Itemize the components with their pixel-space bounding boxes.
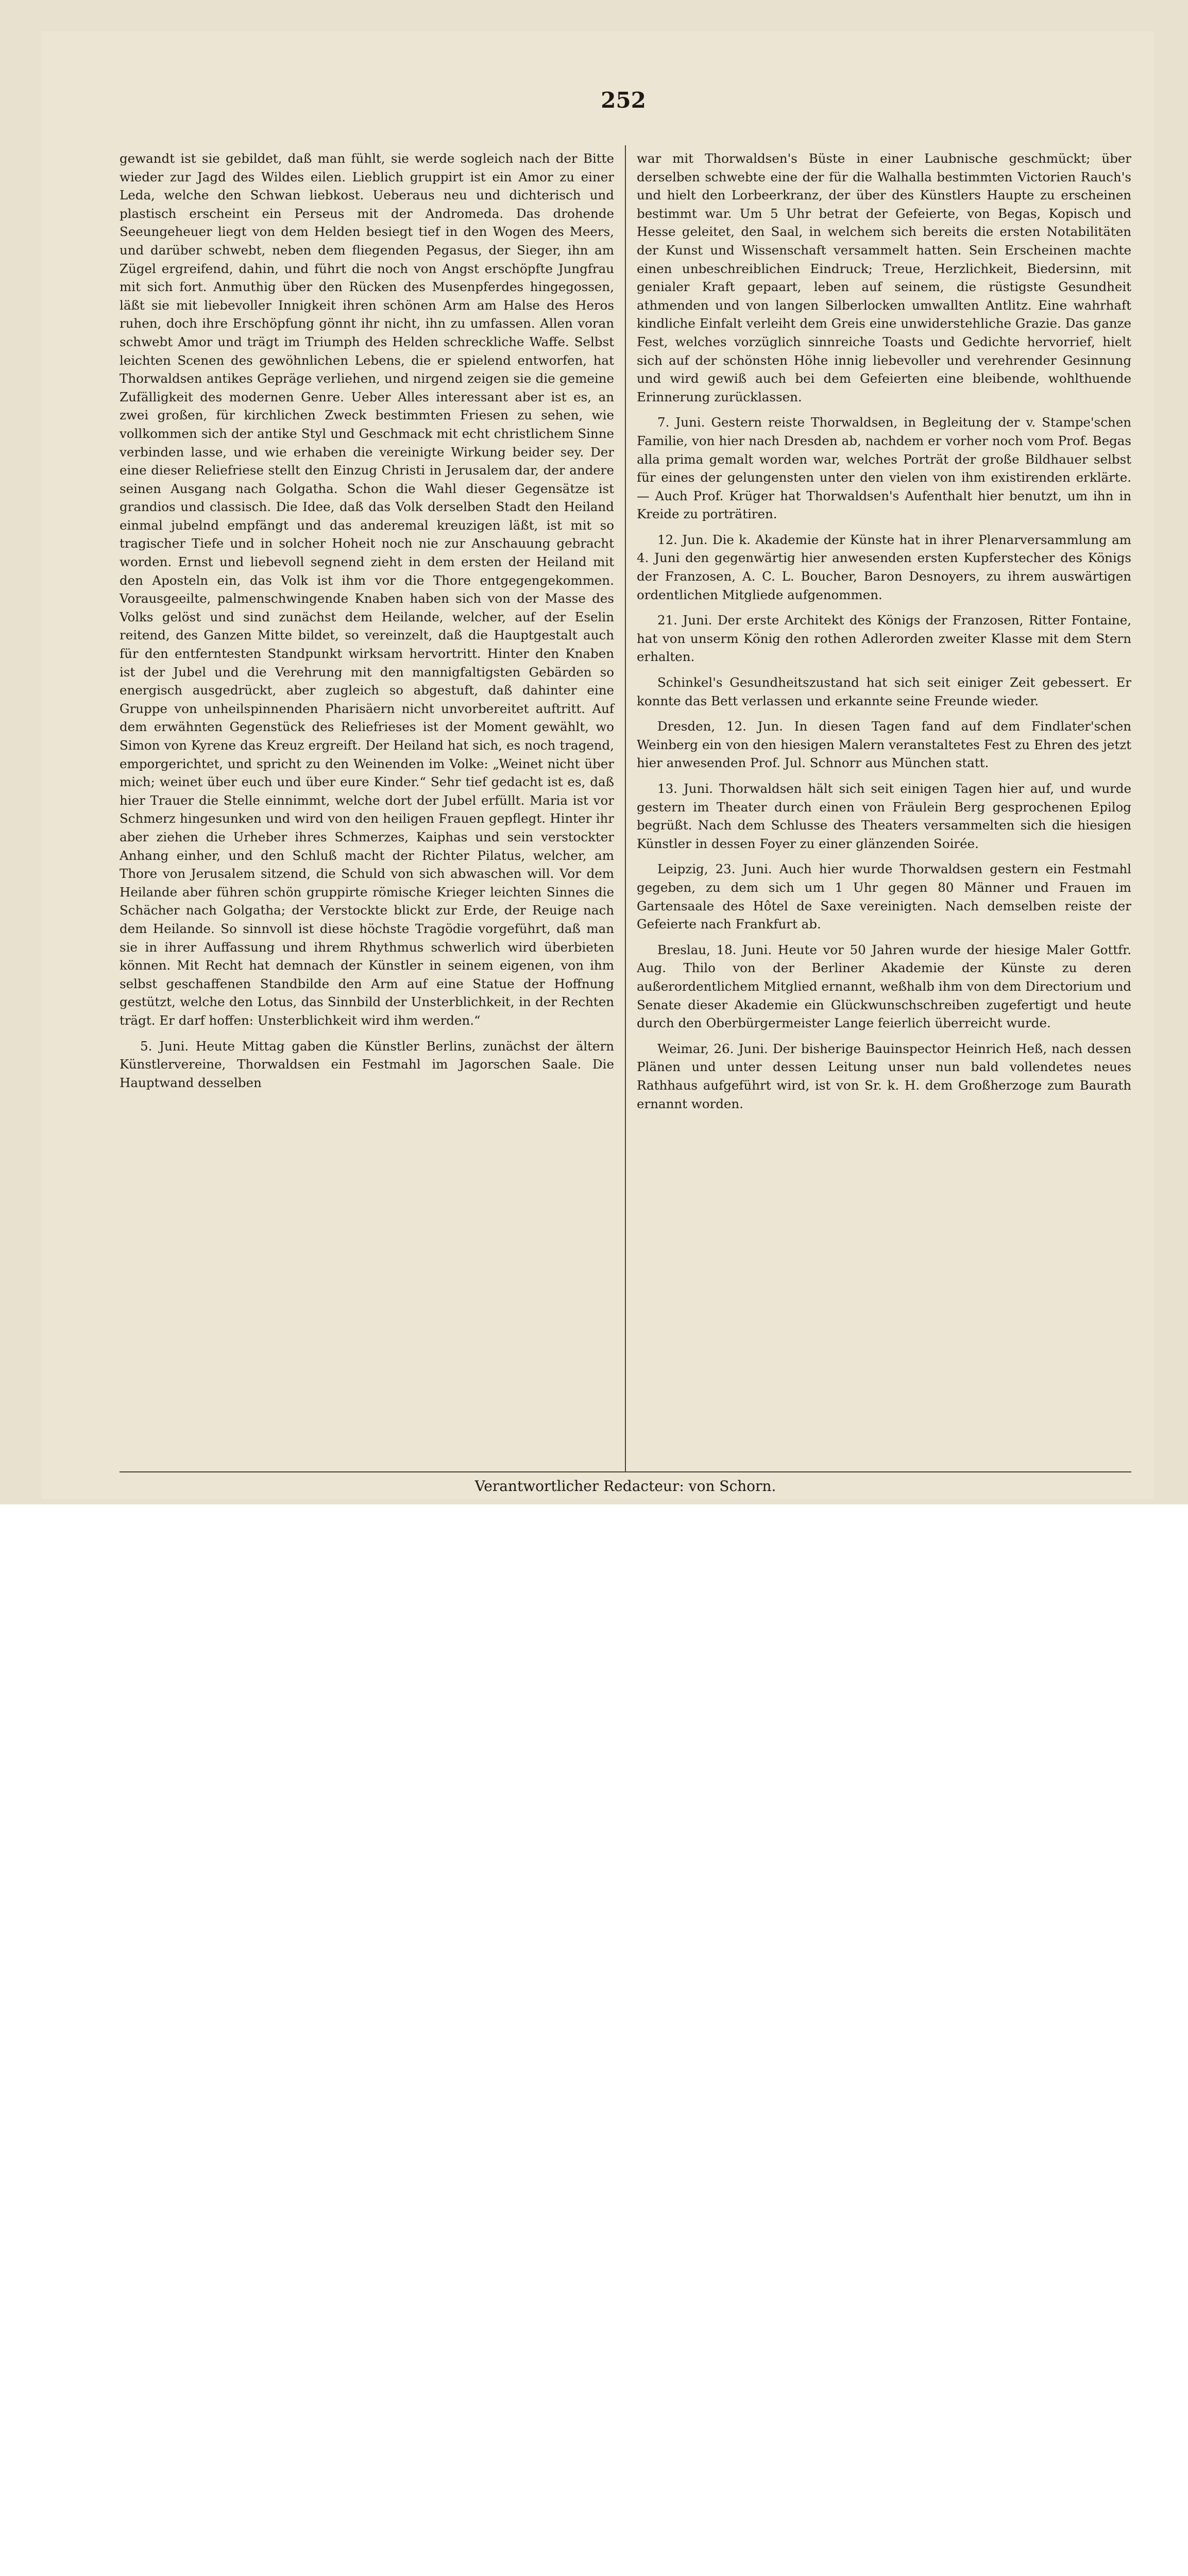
left-column [120, 149, 614, 1099]
viewer-footer [0, 1504, 1188, 1609]
left-paragraph: gewandt ist sie gebildet, daß man fühlt, sie werde sogleich nach der Bitte wieder zur Jagd des Wildes eilen. Lieblich gruppirt ist ein Amor zu einer Leda, welche den Schwan liebkost. Ueberaus neu und dichterisch und plastisch erscheint ein Perseus mit der Andromeda. Das drohende Seeungeheuer liegt von dem Helden besiegt tief in den Wogen des Meers, und darüber schwebt, neben dem fliegenden Pegasus, der Sieger, ihn am Zügel ergreifend, dahin, und führt die noch von Angst erschöpfte Jungfrau mit sich fort. Anmuthig über den Rücken des Musenpferdes hingegossen, läßt sie mit liebevoller Innigkeit ihren schönen Arm am Halse des Heros ruhen, doch ihre Erschöpfung gönnt ihr nicht, ihn zu umfassen. Allen voran schwebt Amor und trägt im Triumph des Helden schreckliche Waffe. Selbst leichten Scenen des gewöhnlichen Lebens, die er spielend entworfen, hat Thorwaldsen antikes Gepräge verliehen, und nirgend zeigen sie die gemeine Zufälligkeit des modernen Genre. Ueber Alles interessant aber ist es, an zwei großen, für kirchlichen Zweck bestimmten Friesen zu sehen, wie vollkommen sich der antike Styl und Geschmack mit echt christlichem Sinne verbinden lasse, und wie erhaben die vereinigte Wirkung beider sey. Der eine dieser Reliefriese stellt den Einzug Christi in Jerusalem dar, der andere seinen Ausgang nach Golgatha. Schon die Wahl dieser Gegensätze ist grandios und classisch. Die Idee, daß das Volk derselben Stadt den Heiland einmal jubelnd empfängt und das anderemal kreuzigen läßt, ist mit so tragischer Tiefe und in solcher Hoheit noch nie zur Anschauung gebracht worden. Ernst und liebevoll segnend zieht in dem ersten der Heiland mit den Aposteln ein, das Volk ist ihm vor die Thore entgegengekommen. Vorausgeeilte, palmenschwingende Knaben haben sich von der Masse des Volks gelöst und sind zunächst dem Heilande, welcher, auf der Eselin reitend, des Ganzen Mitte bildet, so vereinzelt, daß die Hauptgestalt auch für den entferntesten Standpunkt wirksam hervortritt. Hinter den Knaben ist der Jubel und die Verehrung mit den mannigfaltigsten Gebärden so energisch ausgedrückt, aber zugleich so abgestuft, daß dahinter eine Gruppe von unheilspinnenden Pharisäern nicht unvorbereitet auftritt. Auf dem erwähnten Gegenstück des Reliefrieses ist der Moment gewählt, wo Simon von Kyrene das Kreuz ergreift. Der Heiland hat sich, es noch tragend, emporgerichtet, und spricht zu den Weinenden im Volke: „Weinet nicht über mich; weinet über euch und über eure Kinder.“ Sehr tief gedacht ist es, daß hier Trauer die Stelle einnimmt, welche dort der Jubel erfüllt. Maria ist vor Schmerz hingesunken und wird von den heiligen Frauen gepflegt. Hinter ihr aber ziehen die Urheber ihres Schmerzes, Kaiphas und sein verstockter Anhang einher, und den Schluß macht der Richter Pilatus, welcher, am Thore von Jerusalem sitzend, die Schuld von sich abwaschen will. Vor dem Heilande aber führen schön gruppirte römische Krieger leichten Sinnes die Schächer nach Golgatha; der Verstockte blickt zur Erde, der Reuige nach dem Heilande. So sinnvoll ist diese höchste Tragödie vorgeführt, daß man sie in ihrer Auffassung und ihrem Rhythmus schwerlich wird überbieten können. Mit Recht hat demnach der Künstler in seinem eigenen, von ihm selbst geschaffenen Standbilde den Arm auf eine Statue der Hoffnung gestützt, welche den Lotus, das Sinnbild der Unsterblichkeit, in der Rechten trägt. Er darf hoffen: Unsterblichkeit wird ihm werden.“ [120, 151, 614, 1028]
right-paragraph: Breslau, 18. Juni. Heute vor 50 Jahren wurde der hiesige Maler Gottfr. Aug. Thilo von der Berliner Akademie der Künste zu deren außerordentlichem Mitglied ernannt, weßhalb ihm von dem Directorium und Senate dieser Akademie ein Glückwunschschreiben zugefertigt und heute durch den Oberbürgermeister Lange feierlich überreicht wurde. [637, 942, 1131, 1031]
right-column [637, 149, 1131, 1120]
right-paragraph: 21. Juni. Der erste Architekt des Königs der Franzosen, Ritter Fontaine, hat von unserm König den rothen Adlerorden zweiter Klasse mit dem Stern erhalten. [637, 613, 1131, 665]
page-number: 252 [601, 88, 646, 113]
right-paragraph: 13. Juni. Thorwaldsen hält sich seit einigen Tagen hier auf, und wurde gestern im Theater durch einen von Fräulein Berg gesprochenen Epilog begrüßt. Nach dem Schlusse des Theaters versammelten sich die hiesigen Künstler in dessen Foyer zu einer glänzenden Soirée. [637, 781, 1131, 851]
left-paragraph: 5. Juni. Heute Mittag gaben die Künstler Berlins, zunächst der ältern Künstlervereine, Thorwaldsen ein Festmahl im Jagorschen Saale. Die Hauptwand desselben [120, 1038, 614, 1090]
right-paragraph: Schinkel's Gesundheitszustand hat sich seit einiger Zeit gebessert. Er konnte das Bett verlassen und erkannte seine Freunde wieder. [637, 675, 1131, 708]
right-paragraph: Weimar, 26. Juni. Der bisherige Bauinspector Heinrich Heß, nach dessen Plänen und unter dessen Leitung unser nun bald vollendetes neues Rathhaus aufgeführt wird, ist von Sr. k. H. dem Großherzoge zum Baurath ernannt worden. [637, 1041, 1131, 1111]
footer-rule [120, 1471, 1131, 1472]
column-divider [625, 145, 626, 1472]
right-paragraph: war mit Thorwaldsen's Büste in einer Laubnische geschmückt; über derselben schwebte eine der für die Walhalla bestimmten Victorien Rauch's und hielt den Lorbeerkranz, der über des Künstlers Haupte zu erscheinen bestimmt war. Um 5 Uhr betrat der Gefeierte, von Begas, Kopisch und Hesse geleitet, den Saal, in welchem sich bereits die ersten Notabilitäten der Kunst und Wissenschaft versammelt hatten. Sein Erscheinen machte einen unbeschreiblichen Eindruck; Treue, Herzlichkeit, Biedersinn, mit genialer Kraft gepaart, leben auf seinem, die rüstigste Gesundheit athmenden und von langen Silberlocken umwallten Antlitz. Eine wahrhaft kindliche Einfalt verleiht dem Greis eine unwiderstehliche Grazie. Das ganze Fest, welches vorzüglich sinnreiche Toasts und Gedichte hervorrief, hielt sich auf der schönsten Höhe innig liebevoller und verehrender Gesinnung und wird gewiß auch bei dem Gefeierten eine bleibende, wohlthuende Erinnerung zurücklassen. [637, 151, 1131, 404]
right-paragraph: Leipzig, 23. Juni. Auch hier wurde Thorwaldsen gestern ein Festmahl gegeben, zu dem sich um 1 Uhr gegen 80 Männer und Frauen im Gartensaale des Hôtel de Saxe vereinigten. Nach demselben reiste der Gefeierte nach Frankfurt ab. [637, 861, 1131, 932]
editor-line: Verantwortlicher Redacteur: von Schorn. [474, 1478, 776, 1495]
right-paragraph: 7. Juni. Gestern reiste Thorwaldsen, in Begleitung der v. Stampe'schen Familie, von hier nach Dresden ab, nachdem er vorher noch vom Prof. Begas alla prima gemalt worden war, welches Porträt der große Bildhauer selbst für eines der gelungensten unter den vielen von ihm existirenden erklärte. — Auch Prof. Krüger hat Thorwaldsen's Aufenthalt hier benutzt, um ihn in Kreide zu porträtiren. [637, 415, 1131, 522]
right-paragraph: 12. Jun. Die k. Akademie der Künste hat in ihrer Plenarversammlung am 4. Juni den gegenwärtig hier anwesenden ersten Kupferstecher des Königs der Franzosen, A. C. L. Boucher, Baron Desnoyers, zu ihrem auswärtigen ordentlichen Mitgliede aufgenommen. [637, 532, 1131, 602]
right-paragraph: Dresden, 12. Jun. In diesen Tagen fand auf dem Findlater'schen Weinberg ein von den hiesigen Malern veranstaltetes Fest zu Ehren des jetzt hier anwesenden Prof. Jul. Schnorr aus München statt. [637, 719, 1131, 771]
